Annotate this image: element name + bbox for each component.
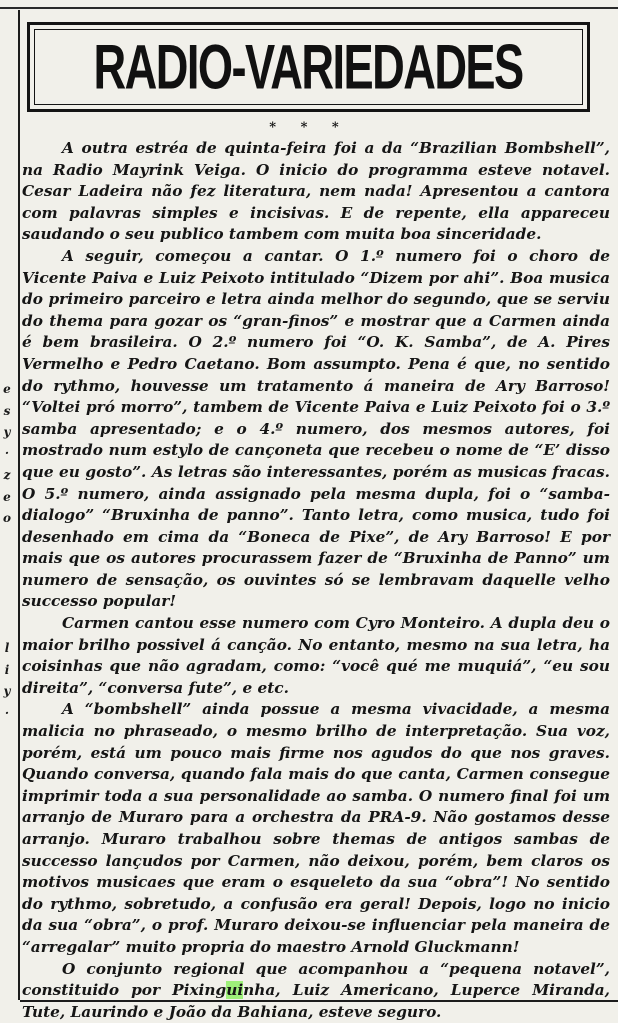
paragraph: A outra estréa de quinta-feira foi a da “Brazilian Bombshell”, na Radio Mayrink Veiga. O inicio do programma esteve notavel. Cesar Ladeira não fez literatura, nem nada! Apresentou a cantora com palavras simples e incisivas. E de repente, ella appareceu saudando o seu publico tambem com muita boa sinceridade. bbox=[22, 139, 610, 244]
margin-fragment: z bbox=[3, 468, 11, 482]
margin-fragment: o bbox=[2, 511, 11, 525]
column-divider bbox=[18, 10, 20, 1000]
margin-fragment: · bbox=[4, 706, 10, 720]
masthead-box bbox=[27, 22, 590, 112]
margin-fragment: e bbox=[3, 382, 11, 396]
paragraph-text: O conjunto regional que acompanhou a “pequena notavel”, constituido por Pixing bbox=[22, 959, 610, 1000]
paragraph-last bbox=[22, 959, 610, 1023]
top-rule bbox=[0, 0, 618, 9]
margin-fragment: s bbox=[3, 404, 11, 418]
paragraph: A seguir, começou a cantar. O 1.º numero foi o choro de Vicente Paiva e Luiz Peixoto intitulado “Dizem por ahi”. Boa musica do primeiro parceiro e letra ainda melhor do segundo, que se serviu do thema para gozar os “gran-finos” e mostrar que a Carmen ainda é bem brasileira. O 2.º numero foi “O. K. Samba”, de A. Pires Vermelho e Pedro Caetano. Bom assumpto. Pena é que, no sentido do rythmo, houvesse um tratamento á maneira de Ary Barroso! “Voltei pró morro”, tambem de Vicente Paiva e Luiz Peixoto foi o 3.º samba apresentado; e o 4.º numero, dos mesmos autores, foi mostrado num estylo de cançonetа que recebeu o nome de “E’ disso que eu gosto”. As letras são interessantes, porém as musicas fracas. O 5.º numero, ainda assignado pela mesma dupla, foi o “samba-dialogo” “Bruxinha de panno”. Tanto letra, como musica, tudo foi desenhado em cima da “Boneca de Pixe”, de Ary Barroso! E por mais que os autores procurassem fazer de “Bruxinha de Panno” um numero de sensação, os ouvintes só se lembravam daquelle velho successo popular! bbox=[22, 246, 610, 611]
highlighted-text: ui bbox=[226, 981, 244, 1000]
margin-fragment: y bbox=[3, 425, 11, 439]
margin-fragment: y bbox=[3, 684, 11, 698]
margin-fragment: e bbox=[3, 490, 11, 504]
paragraph-text: nha, Luiz Americano, Luperce Miranda, Tute, Laurindo e João da Bahiana, esteve seguro. bbox=[22, 981, 611, 1021]
paragraph: A “bombshell” ainda possue a mesma vivacidade, a mesma malicia no phraseado, o mesmo brilho de interpretação. Sua voz, porém, está um pouco mais firme nos agudos do que nos graves. Quando conversa, quando fala mais do que canta, Carmen consegue imprimir toda a sua personalidade ao samba. O numero final foi um arranjo de Muraro para a orchestra da PRA-9. Não gostamos desse arranjo. Muraro trabalhou sobre themas de antigos sambas de successo lançudos por Carmen, não deixou, porém, bem claros os motivos musicaes que eram o esqueleto da sua “obra”! No sentido do rythmo, sobretudo, a confusão era geral! Depois, logo no inicio da sua “obra”, o prof. Muraro deixou-se influenciar pela maneira de “arregalar” muito propria do maestro Arnold Gluckmann! bbox=[22, 700, 610, 956]
margin-fragment: i bbox=[4, 663, 10, 677]
paragraph: Carmen cantou esse numero com Cyro Monteiro. A dupla deu o maior brilho possivel á canção. No entanto, mesmo na sua letra, ha coisinhas que não agradam, como: “você qué me muquiá”, “eu sou direita”, “conversa fute”, e etc. bbox=[22, 614, 610, 697]
page-title: RADIO-VARIEDADES bbox=[93, 31, 524, 103]
bottom-rule bbox=[20, 1000, 618, 1002]
margin-fragment: l bbox=[4, 641, 10, 655]
article-body bbox=[22, 138, 610, 1023]
ornament-stars: * * * bbox=[269, 120, 349, 135]
margin-fragment: · bbox=[4, 446, 10, 460]
